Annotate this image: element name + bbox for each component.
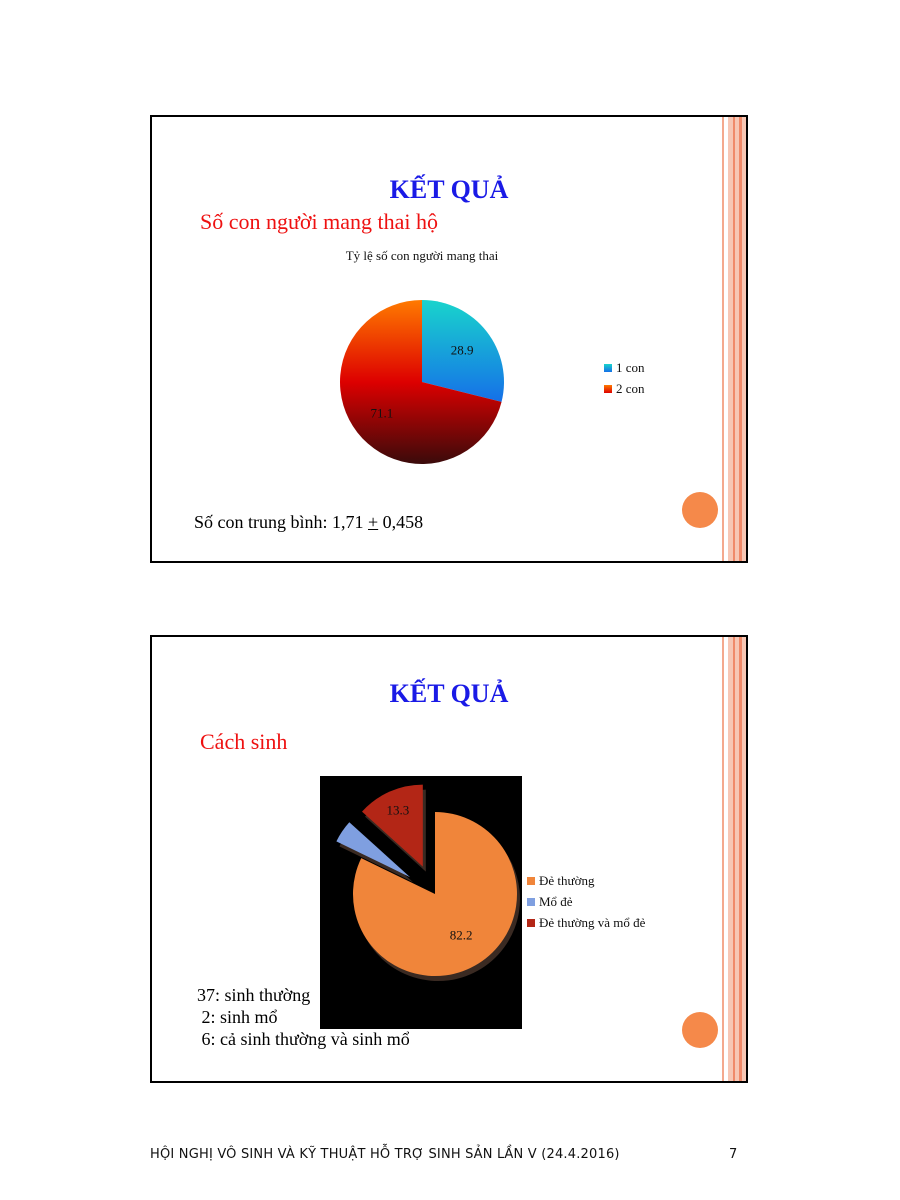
stat-sd: 0,458	[378, 512, 424, 532]
pie-data-label: 82.2	[449, 927, 473, 943]
legend-item	[527, 891, 645, 912]
legend-item	[604, 357, 645, 378]
slide-decor-circle	[682, 1012, 718, 1048]
delivery-line: 37: sinh thường	[197, 985, 311, 1005]
legend-item	[604, 378, 645, 399]
chart-title: Tỷ lệ số con người mang thai	[345, 248, 499, 263]
pie-slice-1	[353, 812, 517, 976]
slide-decor-circle	[682, 492, 718, 528]
chart-legend	[604, 357, 645, 399]
legend-swatch	[604, 364, 612, 372]
legend-item	[527, 912, 645, 933]
pie-data-label: 13.3	[386, 802, 410, 818]
stat-label: Số con trung bình: 1,71	[194, 512, 368, 532]
slide-subtitle: Số con người mang thai hộ	[200, 209, 439, 234]
legend-swatch	[527, 919, 535, 927]
slide-1	[150, 115, 748, 563]
legend-label: 1 con	[616, 359, 645, 375]
mean-children-stat	[194, 512, 423, 533]
page-number: 7	[729, 1147, 738, 1162]
delivery-line: 2: sinh mổ	[197, 1007, 278, 1027]
pie-data-label: 28.9	[450, 342, 474, 358]
chart-legend	[527, 870, 645, 933]
legend-label: Đẻ thường	[539, 872, 595, 888]
legend-label: 2 con	[616, 380, 645, 396]
legend-label: Đẻ thường và mổ đẻ	[539, 914, 646, 930]
slide-title: KẾT QUẢ	[389, 679, 509, 708]
legend-label: Mổ đẻ	[539, 893, 573, 909]
page-footer: HỘI NGHỊ VÔ SINH VÀ KỸ THUẬT HỖ TRỢ SINH SẢN LẦN V (24.4.2016)	[150, 1147, 620, 1162]
slide-2	[150, 635, 748, 1083]
delivery-line: 6: cả sinh thường và sinh mổ	[197, 1029, 410, 1049]
legend-item	[527, 870, 645, 891]
pie-data-label: 71.1	[370, 405, 394, 421]
slide-title: KẾT QUẢ	[389, 175, 509, 204]
slide-subtitle: Cách sinh	[200, 729, 288, 754]
plus-minus-sign: +	[368, 512, 379, 532]
pie-chart-children	[332, 297, 512, 467]
legend-swatch	[604, 385, 612, 393]
legend-swatch	[527, 877, 535, 885]
delivery-counts	[197, 984, 410, 1050]
legend-swatch	[527, 898, 535, 906]
